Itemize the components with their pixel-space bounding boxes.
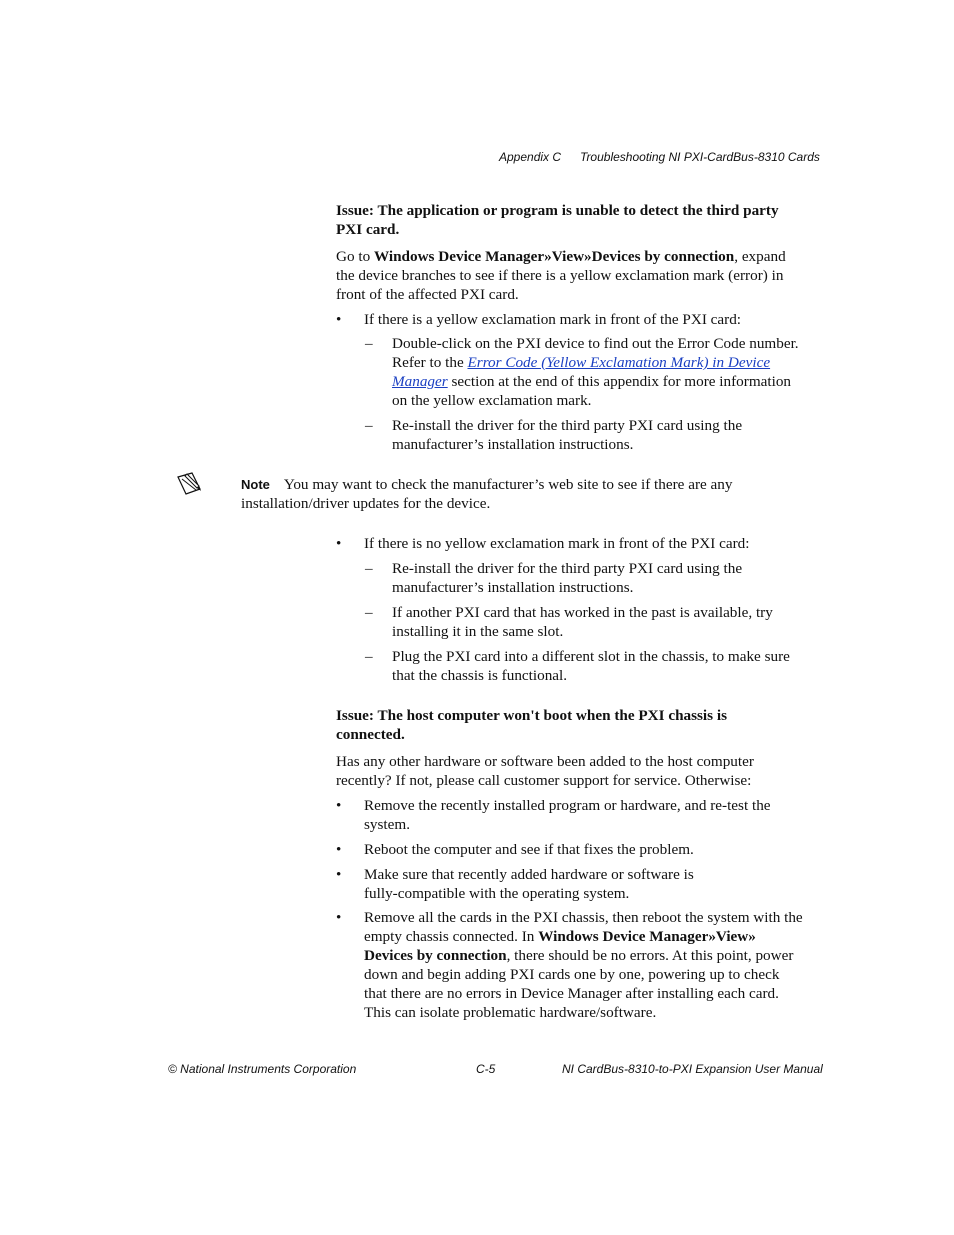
header-section: Appendix C <box>499 150 562 164</box>
issue2-bullet4 <box>364 908 804 1022</box>
note-text: You may want to check the manufacturer’s web site to see if there are any installation/driver updates for the device. <box>241 476 733 512</box>
issue1-heading: Issue: The application or program is unable to detect the third party PXI card. <box>336 202 779 238</box>
bullet-marker: • <box>336 797 342 814</box>
footer-copyright: © National Instruments Corporation <box>168 1062 357 1076</box>
bullet-marker: • <box>336 866 342 883</box>
bullet-marker: • <box>336 311 342 328</box>
dash-marker: – <box>365 604 373 621</box>
issue1-bullet2-sub1: Re-install the driver for the third party PXI card using the manufacturer’s installation instructions. <box>392 560 743 596</box>
dash-marker: – <box>365 417 373 434</box>
dash-marker: – <box>365 648 373 665</box>
sub1-pre: Double-click on the PXI device to find out the Error Code number. Refer to the <box>392 335 799 371</box>
intro-go-to: Go to <box>336 248 371 265</box>
issue2-intro: Has any other hardware or software been added to the host computer recently? If not, please call customer support for service. Otherwise: <box>336 753 754 789</box>
issue2-bullet3: Make sure that recently added hardware or software is fully-compatible with the operating system. <box>364 866 694 902</box>
b4-post: , there should be no errors. At this point, power down and begin adding PXI cards one by one, powering up to check that there are no errors in Device Manager after installing each card. This can isolate problematic hardware/software. <box>364 947 794 1021</box>
issue2-bullet1: Remove the recently installed program or hardware, and re-test the system. <box>364 797 771 833</box>
issue1-bullet2: If there is no yellow exclamation mark in front of the PXI card: <box>364 535 750 552</box>
issue2-bullet2: Reboot the computer and see if that fixes the problem. <box>364 841 694 858</box>
intro-menu-path: Windows Device Manager»View»Devices by connection <box>373 248 735 265</box>
footer-manual-title: NI CardBus-8310-to-PXI Expansion User Manual <box>562 1062 823 1076</box>
note-pencil-icon <box>176 472 204 496</box>
header-chapter-title: Troubleshooting NI PXI-CardBus-8310 Cards <box>580 150 820 164</box>
sub1-post: section at the end of this appendix for more information on the yellow exclamation mark. <box>392 373 792 409</box>
bullet-marker: • <box>336 841 342 858</box>
footer-page-number: C-5 <box>476 1062 496 1076</box>
intro-rest: , expand the device branches to see if there is a yellow exclamation mark (error) in front of the affected PXI card. <box>336 248 786 303</box>
issue1-bullet1-sub2: Re-install the driver for the third party PXI card using the manufacturer’s installation instructions. <box>392 417 743 453</box>
issue2-heading: Issue: The host computer won't boot when the PXI chassis is connected. <box>336 707 727 743</box>
bullet-marker: • <box>336 909 342 926</box>
issue1-bullet1: If there is a yellow exclamation mark in front of the PXI card: <box>364 311 742 328</box>
dash-marker: – <box>365 335 373 352</box>
note <box>241 475 806 513</box>
bullet-marker: • <box>336 535 342 552</box>
error-code-link[interactable]: Error Code (Yellow Exclamation Mark) in Device Manager <box>392 354 771 390</box>
note-label: Note <box>241 477 270 492</box>
issue1-bullet2-sub3: Plug the PXI card into a different slot in the chassis, to make sure that the chassis is functional. <box>392 648 790 684</box>
b4-pre: Remove all the cards in the PXI chassis, then reboot the system with the empty chassis connected. In <box>364 909 803 945</box>
dash-marker: – <box>365 560 373 577</box>
issue1-intro <box>336 247 806 304</box>
issue1-bullet2-sub2: If another PXI card that has worked in the past is available, try installing it in the same slot. <box>392 604 773 640</box>
b4-menu-path: Windows Device Manager»View» Devices by connection <box>364 928 756 964</box>
issue1-bullet1-sub1 <box>392 334 804 410</box>
